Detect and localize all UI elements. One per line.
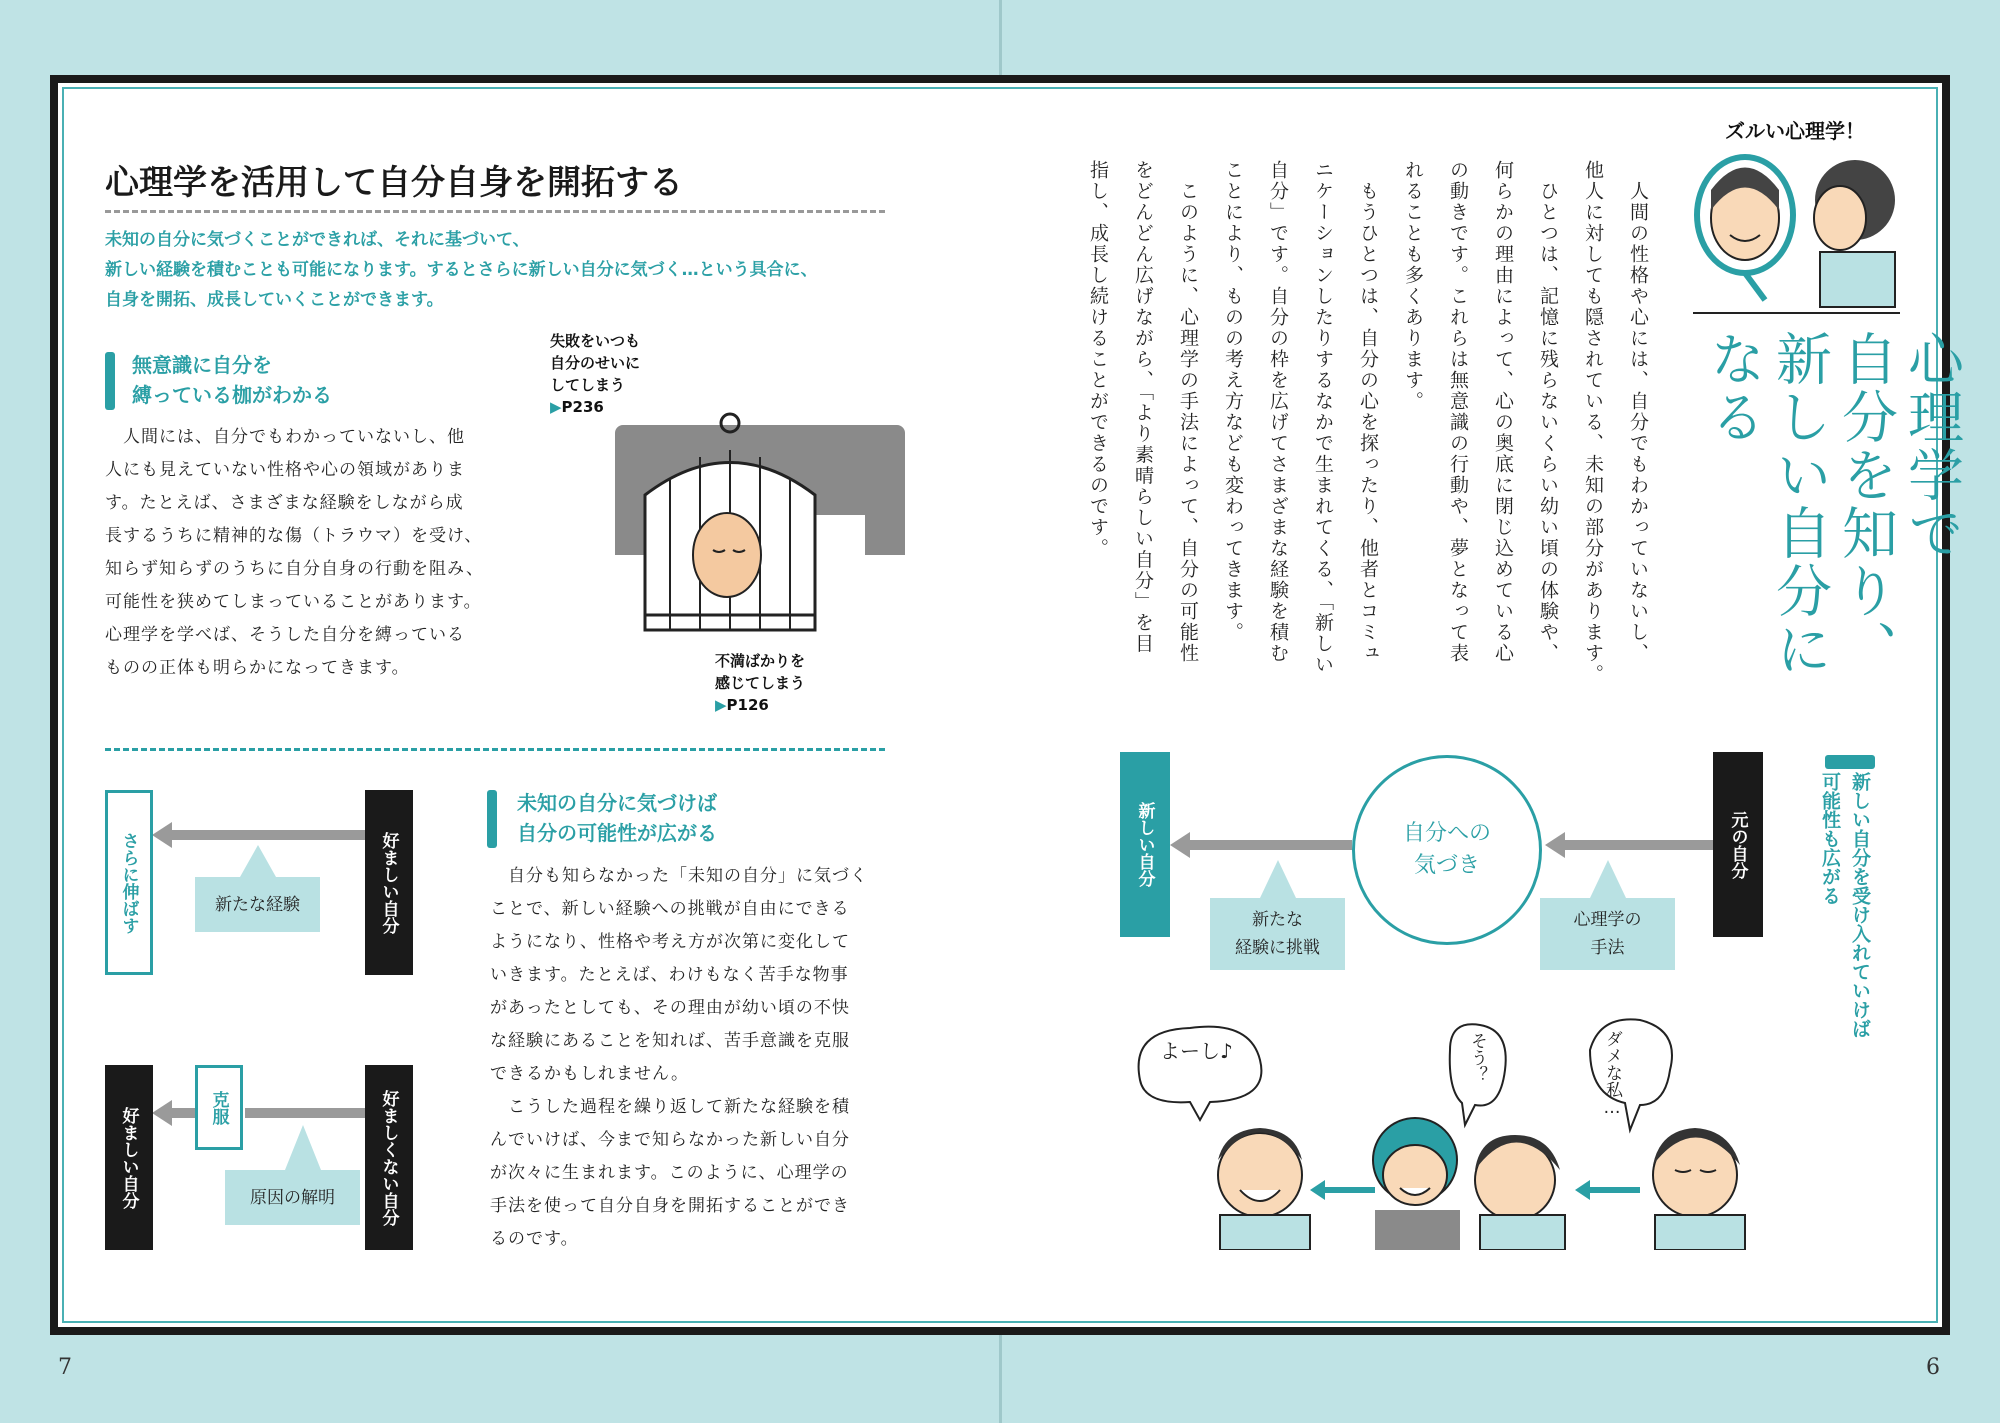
body-line: 知らず知らずのうちに自分自身の行動を阻み、 (105, 559, 485, 579)
body-column: 指し、成長し続けることができるのです。 (1087, 160, 1109, 559)
label-pointer-icon (285, 1125, 321, 1170)
diagram2-arrow (245, 1108, 365, 1118)
lead-line: 未知の自分に気づくことができれば、それに基づいて、 (105, 230, 530, 250)
body-column: 自分」です。自分の枠を広げてさまざまな経験を積む (1267, 160, 1289, 664)
body-column: 他人に対しても隠されている、未知の部分があります。 (1582, 160, 1604, 685)
diagram1-end-box: さらに伸ばす (105, 790, 153, 975)
diagram-start-box: 元の自分 (1713, 752, 1763, 937)
label-pointer-icon (1260, 860, 1296, 898)
lead-line: 自身を開拓、成長していくことができます。 (105, 290, 444, 310)
body-line: 長するうちに精神的な傷（トラウマ）を受け、 (105, 526, 483, 546)
section1-body (105, 421, 535, 685)
bubble-text-right (1600, 1030, 1625, 1118)
body-line: 人間には、自分でもわかっていないし、他 (105, 427, 465, 447)
heading-line: 無意識に自分を (132, 353, 272, 377)
circle-line: 自分への (1402, 821, 1491, 846)
body-column: 人間の性格や心には、自分でもわかっていないし、 (1627, 160, 1649, 664)
mirror-illustration (1690, 140, 1900, 310)
left-page-title: 心理学を活用して自分自身を開拓する (105, 163, 683, 203)
title-line: 新しい自分になる (1701, 330, 1832, 678)
body-line: ことで、新しい経験への挑戦が自由にできる (490, 899, 850, 919)
heading-line: 縛っている枷がわかる (132, 383, 332, 407)
pointer-icon: ▶ (550, 398, 562, 416)
diagram2-mid-box: 克服 (195, 1065, 243, 1150)
body-column: れることも多くあります。 (1402, 160, 1424, 412)
diagram2-end-box: 好ましい自分 (105, 1065, 153, 1250)
page-ref: P236 (561, 398, 604, 416)
heading-line: 可能性も広がる (1819, 772, 1841, 905)
diagram-label-left (1210, 898, 1345, 970)
body-line: 手法を使って自分自身を開拓することができ (490, 1196, 850, 1216)
body-line: ようになり、性格や考え方が次第に変化して (490, 932, 850, 952)
body-line: す。たとえば、さまざまな経験をしながら成 (105, 493, 464, 513)
page-ref: P126 (726, 696, 769, 714)
label-pointer-icon (1590, 860, 1626, 898)
section-heading-bar (487, 790, 497, 848)
body-column: ニケーションしたりするなかで生まれてくる、「新しい (1312, 160, 1334, 676)
section-divider (105, 748, 885, 751)
body-line: 可能性を狭めてしまっていることがあります。 (105, 592, 482, 612)
label-line: 経験に挑戦 (1235, 938, 1320, 958)
title-divider (105, 210, 885, 213)
caption-line: してしまう (550, 376, 626, 394)
diagram2-label: 原因の解明 (225, 1170, 360, 1225)
diagram1-label: 新たな経験 (195, 877, 320, 932)
body-line: ものの正体も明らかになってきます。 (105, 658, 410, 678)
arrow-head-icon (152, 1100, 172, 1126)
diagram-arrow-right (1565, 840, 1713, 850)
bubble-line: 私… (1602, 1081, 1622, 1118)
section1-heading (132, 350, 332, 410)
heading-line: 未知の自分に気づけば (517, 791, 717, 815)
diagram1-start-box: 好ましい自分 (365, 790, 413, 975)
title-rule (1693, 312, 1900, 314)
label-pointer-icon (240, 845, 276, 877)
pointer-icon: ▶ (715, 696, 727, 714)
caption-line: 失敗をいつも (550, 332, 641, 350)
body-line: な経験にあることを知れば、苦手意識を克服 (490, 1031, 850, 1051)
label-line: 新たな (1252, 910, 1303, 930)
lead-text (105, 225, 905, 315)
diagram1-arrow (170, 830, 365, 840)
body-line: が次々に生まれます。このように、心理学の (490, 1163, 849, 1183)
side-heading-bar (1825, 755, 1875, 769)
body-line: んでいけば、今まで知らなかった新しい自分 (490, 1130, 850, 1150)
body-column: 何らかの理由によって、心の奥底に閉じ込めている心 (1492, 160, 1514, 664)
circle-line: 気づき (1413, 853, 1480, 878)
body-line: こうした過程を繰り返して新たな経験を積 (490, 1097, 850, 1117)
body-column: ことにより、ものの考え方なども変わってきます。 (1222, 160, 1244, 643)
body-column: ひとつは、記憶に残らないくらい幼い頃の体験や、 (1537, 160, 1559, 664)
caption-line: 不満ばかりを (715, 652, 806, 670)
diagram2-arrow-2 (170, 1108, 195, 1118)
birdcage-illustration (615, 405, 905, 645)
section2-heading (517, 788, 717, 848)
diagram-label-right (1540, 898, 1675, 970)
body-line: いきます。たとえば、わけもなく苦手な物事 (490, 965, 849, 985)
body-column: をどんどん広げながら、「より素晴らしい自分」を目 (1132, 160, 1154, 655)
body-line: があったとしても、その理由が幼い頃の不快 (490, 998, 850, 1018)
caption-line: 感じてしまう (715, 674, 806, 692)
section2-body (490, 860, 910, 1256)
body-line: できるかもしれません。 (490, 1064, 690, 1084)
body-column: もうひとつは、自分の心を探ったり、他者とコミュ (1357, 160, 1379, 664)
right-page-title (1700, 330, 1964, 730)
title-line: 心理学で (1899, 330, 1964, 562)
body-line: 自分も知らなかった「未知の自分」に気づく (490, 866, 868, 886)
heading-line: 新しい自分を受け入れていけば (1849, 772, 1871, 1038)
heading-line: 自分の可能性が広がる (517, 821, 717, 845)
caption-bottom (715, 650, 805, 716)
body-column: このように、心理学の手法によって、自分の可能性 (1177, 160, 1199, 664)
arrow-head-icon (1170, 832, 1190, 858)
lead-line: 新しい経験を積むことも可能になります。するとさらに新しい自分に気づく…という具合に、 (105, 260, 818, 280)
bubble-line: ダメな (1602, 1030, 1622, 1081)
right-page-body (1087, 160, 1660, 700)
arrow-head-icon (152, 822, 172, 848)
body-line: 人にも見えていない性格や心の領域がありま (105, 460, 465, 480)
page-number-right: 6 (1926, 1355, 1940, 1380)
label-line: 心理学の (1573, 910, 1642, 930)
body-line: 心理学を学べば、そうした自分を縛っている (105, 625, 465, 645)
caption-line: 自分のせいに (550, 354, 641, 372)
diagram2-start-box: 好ましくない自分 (365, 1065, 413, 1250)
diagram-end-box: 新しい自分 (1120, 752, 1170, 937)
body-line: るのです。 (490, 1229, 579, 1249)
label-line: 手法 (1590, 938, 1625, 958)
kicker-label: ズルい心理学！ (1725, 119, 1865, 143)
title-line: 自分を知り、 (1833, 330, 1898, 678)
awareness-circle (1352, 755, 1542, 945)
page-number-left: 7 (58, 1355, 72, 1380)
bubble-text-left: よーし♪ (1160, 1039, 1233, 1063)
arrow-head-icon (1545, 832, 1565, 858)
section-heading-bar (105, 352, 115, 410)
diagram-arrow-left (1190, 840, 1352, 850)
body-column: の動きです。これらは無意識の行動や、夢となって表 (1447, 160, 1469, 664)
bubble-text-middle: そう？ (1467, 1032, 1487, 1083)
